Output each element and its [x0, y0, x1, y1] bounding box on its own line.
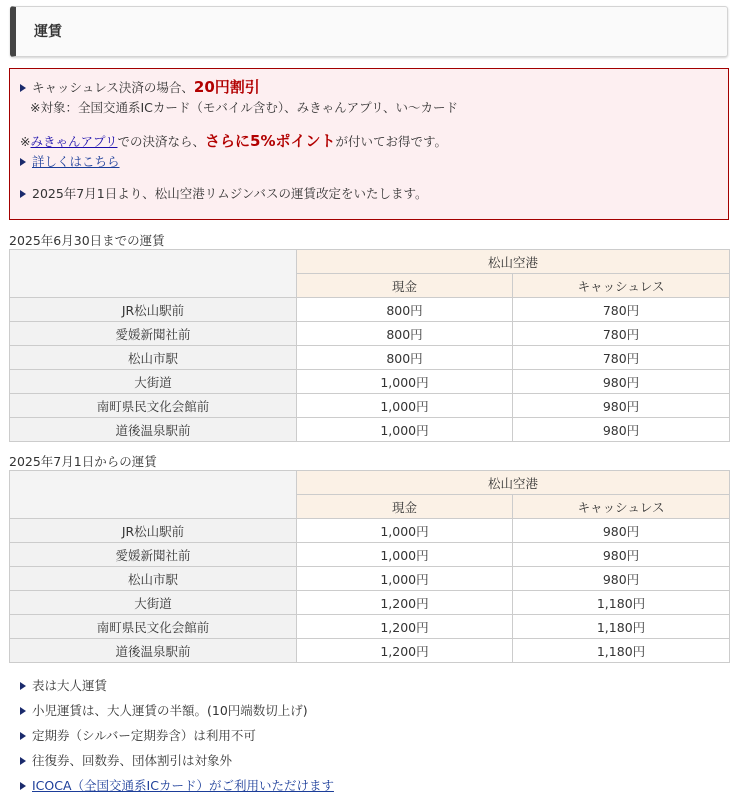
stop-name: 松山市駅 [10, 567, 297, 591]
table-row [10, 370, 730, 394]
stop-name: 大街道 [10, 370, 297, 394]
table-caption-new: 2025年7月1日からの運賃 [9, 454, 157, 469]
notice-revision-line [20, 184, 428, 202]
table-caption-old: 2025年6月30日までの運賃 [9, 233, 165, 248]
fare-table-old [9, 249, 730, 442]
note-text: 定期券（シルバー定期券含）は利用不可 [32, 728, 256, 743]
stop-name: 道後温泉駅前 [10, 418, 297, 442]
cashless-fare: 1,180円 [513, 591, 730, 615]
bullet-triangle-icon [20, 84, 26, 92]
cashless-fare: 780円 [513, 322, 730, 346]
cashless-fare: 980円 [513, 418, 730, 442]
table-row [10, 567, 730, 591]
cash-fare: 800円 [297, 322, 513, 346]
bullet-triangle-icon [20, 682, 26, 690]
cashless-fare: 980円 [513, 567, 730, 591]
cashless-fare: 980円 [513, 519, 730, 543]
table-row [10, 543, 730, 567]
list-item [20, 698, 334, 723]
stop-name: 南町県民文化会館前 [10, 394, 297, 418]
revision-text: 2025年7月1日より、松山空港リムジンバスの運賃改定をいたします。 [32, 186, 428, 201]
stop-name: 愛媛新聞社前 [10, 322, 297, 346]
cashless-header: キャッシュレス [513, 274, 730, 298]
cash-fare: 1,000円 [297, 370, 513, 394]
cash-fare: 1,000円 [297, 519, 513, 543]
stop-name: JR松山駅前 [10, 519, 297, 543]
cash-fare: 1,200円 [297, 615, 513, 639]
table-corner [10, 471, 297, 519]
stop-name: 愛媛新聞社前 [10, 543, 297, 567]
cashless-header: キャッシュレス [513, 495, 730, 519]
stop-name: JR松山駅前 [10, 298, 297, 322]
notice-app-suffix: が付いてお得です。 [335, 134, 447, 149]
cash-fare: 1,200円 [297, 591, 513, 615]
list-item [20, 723, 334, 748]
table-row [10, 298, 730, 322]
note-mark: ※ [20, 134, 31, 149]
stop-name: 大街道 [10, 591, 297, 615]
table-row [10, 615, 730, 639]
cashless-fare: 780円 [513, 346, 730, 370]
table-row [10, 394, 730, 418]
mikyan-app-link[interactable]: みきゃんアプリ [30, 134, 118, 149]
cashless-fare: 1,180円 [513, 639, 730, 663]
fare-table-new [9, 470, 730, 663]
bullet-triangle-icon [20, 158, 26, 166]
bullet-triangle-icon [20, 190, 26, 198]
point-highlight: さらに5%ポイント [205, 132, 336, 150]
note-text: 往復券、回数券、団体割引は対象外 [32, 753, 233, 768]
cash-fare: 800円 [297, 298, 513, 322]
bullet-triangle-icon [20, 732, 26, 740]
cash-fare: 800円 [297, 346, 513, 370]
section-title: 運賃 [34, 24, 62, 40]
cash-header: 現金 [297, 274, 513, 298]
cash-fare: 1,000円 [297, 418, 513, 442]
cash-header: 現金 [297, 495, 513, 519]
cashless-notice [9, 68, 729, 220]
notice-app-line [20, 130, 447, 151]
notice-target-line: ※対象：全国交通系ICカード（モバイル含む）、みきゃんアプリ、い～カード [30, 100, 459, 115]
table-row [10, 519, 730, 543]
notes-list [20, 673, 334, 798]
note-text: 表は大人運賃 [32, 678, 108, 693]
cashless-fare: 780円 [513, 298, 730, 322]
table-corner [10, 250, 297, 298]
table-row [10, 591, 730, 615]
stop-name: 道後温泉駅前 [10, 639, 297, 663]
cashless-fare: 980円 [513, 370, 730, 394]
bullet-triangle-icon [20, 707, 26, 715]
cash-fare: 1,200円 [297, 639, 513, 663]
cash-fare: 1,000円 [297, 394, 513, 418]
stop-name: 松山市駅 [10, 346, 297, 370]
stop-name: 南町県民文化会館前 [10, 615, 297, 639]
cash-fare: 1,000円 [297, 543, 513, 567]
destination-header: 松山空港 [297, 250, 730, 274]
list-item [20, 748, 334, 773]
notice-discount-line [20, 76, 260, 97]
table-row [10, 639, 730, 663]
cashless-fare: 980円 [513, 394, 730, 418]
destination-header: 松山空港 [297, 471, 730, 495]
cashless-fare: 980円 [513, 543, 730, 567]
notice-app-text: での決済なら、 [117, 134, 206, 149]
table-row [10, 322, 730, 346]
cashless-fare: 1,180円 [513, 615, 730, 639]
icoca-link[interactable]: ICOCA（全国交通系ICカード）がご利用いただけます [32, 778, 334, 793]
section-header [10, 6, 728, 57]
bullet-triangle-icon [20, 782, 26, 790]
note-text: 小児運賃は、大人運賃の半額。(10円端数切上げ) [32, 703, 308, 718]
discount-highlight: 20円割引 [193, 78, 260, 96]
list-item [20, 773, 334, 798]
details-link[interactable]: 詳しくはこちら [32, 154, 120, 169]
table-row [10, 346, 730, 370]
notice-discount-text: キャッシュレス決済の場合、 [32, 80, 194, 95]
cash-fare: 1,000円 [297, 567, 513, 591]
list-item [20, 673, 334, 698]
bullet-triangle-icon [20, 757, 26, 765]
table-row [10, 418, 730, 442]
notice-details-line [20, 152, 120, 170]
